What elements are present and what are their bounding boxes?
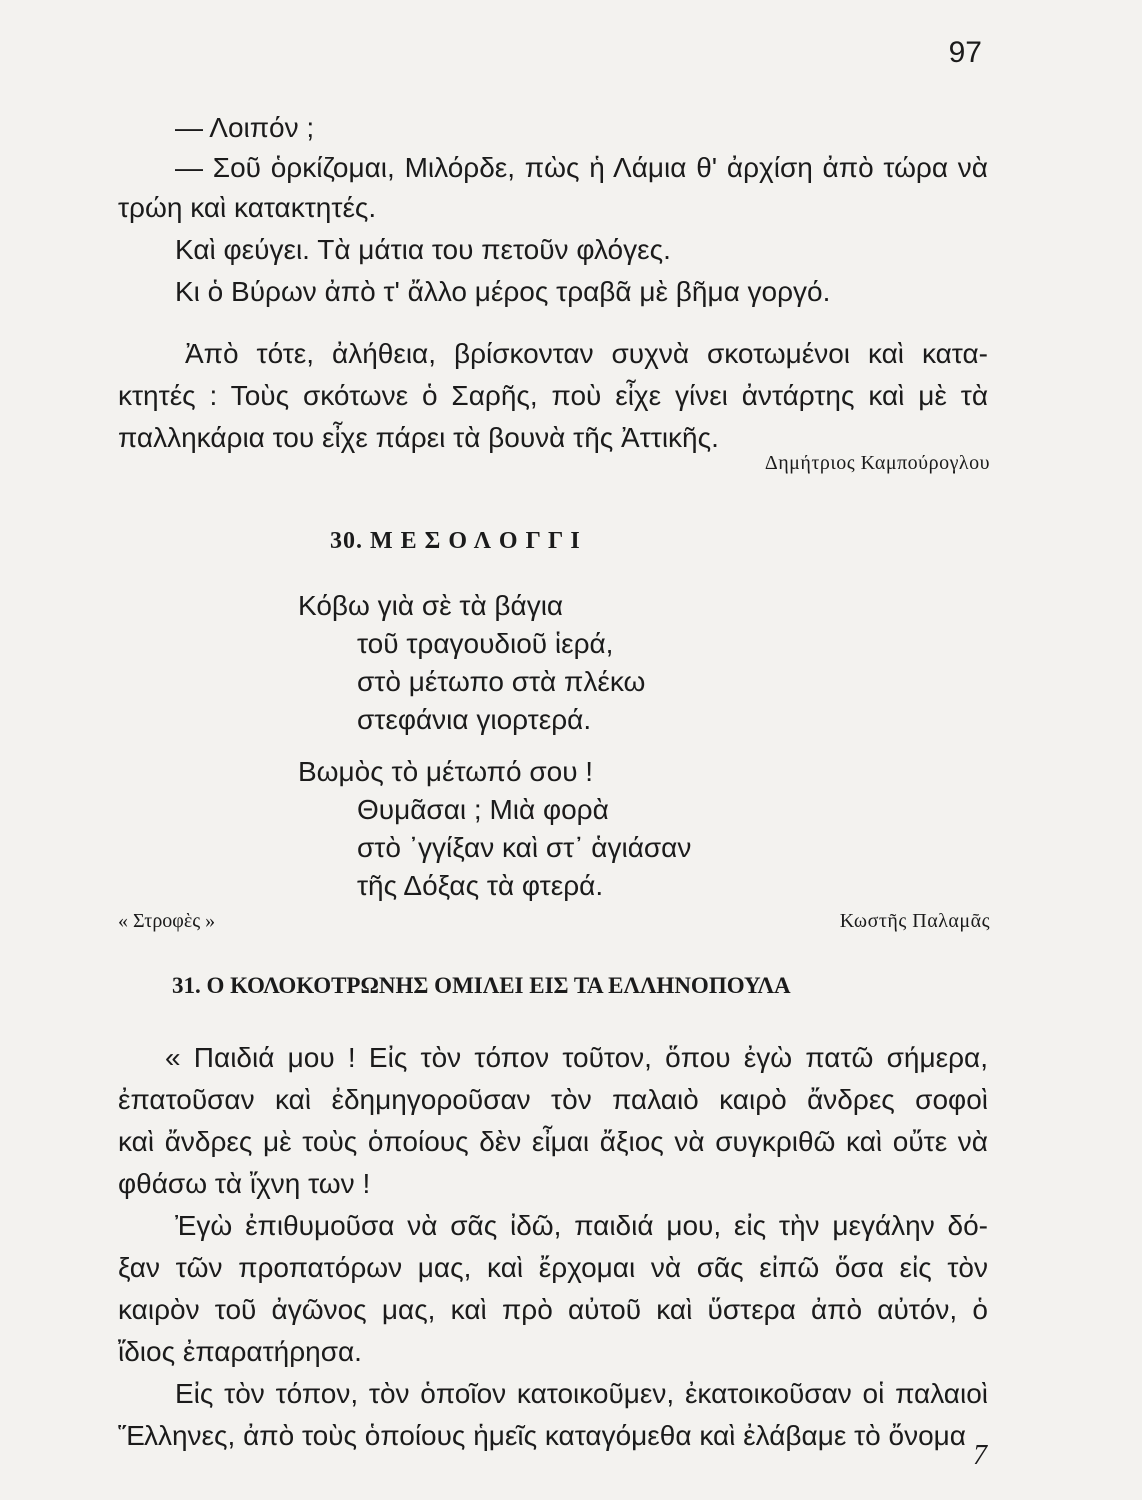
poem-line: Θυμᾶσαι ; Μιὰ φορὰ (357, 794, 609, 825)
poem-line: τῆς Δόξας τὰ φτερά. (357, 870, 604, 901)
poem-line: στὸ ᾿γγίξαν καὶ στ᾿ ἁγιάσαν (357, 832, 692, 863)
poem-line: Βωμὸς τὸ μέτωπό σου ! (298, 756, 594, 787)
author-signature: Δημήτριος Καμπούρογλου (764, 452, 990, 474)
poem-author: Κωστῆς Παλαμᾶς (839, 910, 990, 932)
poem-line: τοῦ τραγουδιοῦ ἱερά, (357, 628, 614, 659)
poem-line: στὸ μέτωπο στὰ πλέκω (357, 666, 646, 697)
section-heading: 30. Μ Ε Σ Ο Λ Ο Γ Γ Ι (330, 528, 581, 554)
paragraph-line: ξαν τῶν προπατόρων μας, καὶ ἔρχομαι νὰ σᾶς εἰπῶ ὅσα εἰς τὸν (118, 1252, 988, 1283)
paragraph-line: κτητές : Τοὺς σκότωνε ὁ Σαρῆς, ποὺ εἶχε γίνει ἀντάρτης καὶ μὲ τὰ (118, 380, 988, 411)
paragraph-line: « Παιδιά μου ! Εἰς τὸν τόπον τοῦτον, ὅπου ἐγὼ πατῶ σήμερα, (165, 1042, 988, 1073)
paragraph-line: Ἕλληνες, ἀπὸ τοὺς ὁποίους ἡμεῖς καταγόμεθα καὶ ἐλάβαμε τὸ ὄνομα (118, 1420, 966, 1451)
paragraph-line: ἐπατοῦσαν καὶ ἐδημηγοροῦσαν τὸν παλαιὸ καιρὸ ἄνδρες σοφοὶ (118, 1084, 988, 1115)
poem-line: στεφάνια γιορτερά. (357, 704, 592, 735)
page-number: 97 (948, 36, 982, 69)
dialogue-line: — Λοιπόν ; (175, 112, 315, 143)
paragraph-line: καὶ ἄνδρες μὲ τοὺς ὁποίους δὲν εἶμαι ἄξιος νὰ συγκριθῶ καὶ οὔτε νὰ (118, 1126, 988, 1157)
paragraph-line: καιρὸν τοῦ ἀγῶνος μας, καὶ πρὸ αὐτοῦ καὶ ὕστερα ἀπὸ αὐτόν, ὁ (118, 1294, 988, 1325)
paragraph-line: Εἰς τὸν τόπον, τὸν ὁποῖον κατοικοῦμεν, ἐκατοικοῦσαν οἱ παλαιοὶ (175, 1378, 988, 1409)
paragraph-line: ἴδιος ἐπαρατήρησα. (118, 1336, 362, 1367)
section-heading: 31. Ο ΚΟΛΟΚΟΤΡΩΝΗΣ ΟΜΙΛΕΙ ΕΙΣ ΤΑ ΕΛΛΗΝΟΠΟΥΛΑ (172, 973, 791, 998)
signature-mark: 7 (973, 1440, 987, 1471)
paragraph-line: παλληκάρια του εἶχε πάρει τὰ βουνὰ τῆς Ἀττικῆς. (118, 422, 719, 453)
dialogue-line: — Σοῦ ὁρκίζομαι, Μιλόρδε, πὼς ἡ Λάμια θ' ἀρχίση ἀπὸ τώρα νὰ (175, 152, 988, 183)
dialogue-line: Καὶ φεύγει. Τὰ μάτια του πετοῦν φλόγες. (175, 234, 671, 265)
paragraph-line: Ἐγὼ ἐπιθυμοῦσα νὰ σᾶς ἰδῶ, παιδιά μου, εἰς τὴν μεγάλην δό- (175, 1210, 988, 1241)
paragraph-line: Ἀπὸ τότε, ἀλήθεια, βρίσκονταν συχνὰ σκοτωμένοι καὶ κατα- (185, 338, 988, 369)
dialogue-line: τρώη καὶ κατακτητές. (118, 192, 377, 223)
paragraph-line: φθάσω τὰ ἴχνη των ! (118, 1168, 371, 1199)
poem-line: Κόβω γιὰ σὲ τὰ βάγια (298, 590, 564, 621)
poem-source: « Στροφὲς » (118, 910, 216, 932)
dialogue-line: Κι ὁ Βύρων ἀπὸ τ' ἄλλο μέρος τραβᾶ μὲ βῆμα γοργό. (175, 276, 831, 307)
